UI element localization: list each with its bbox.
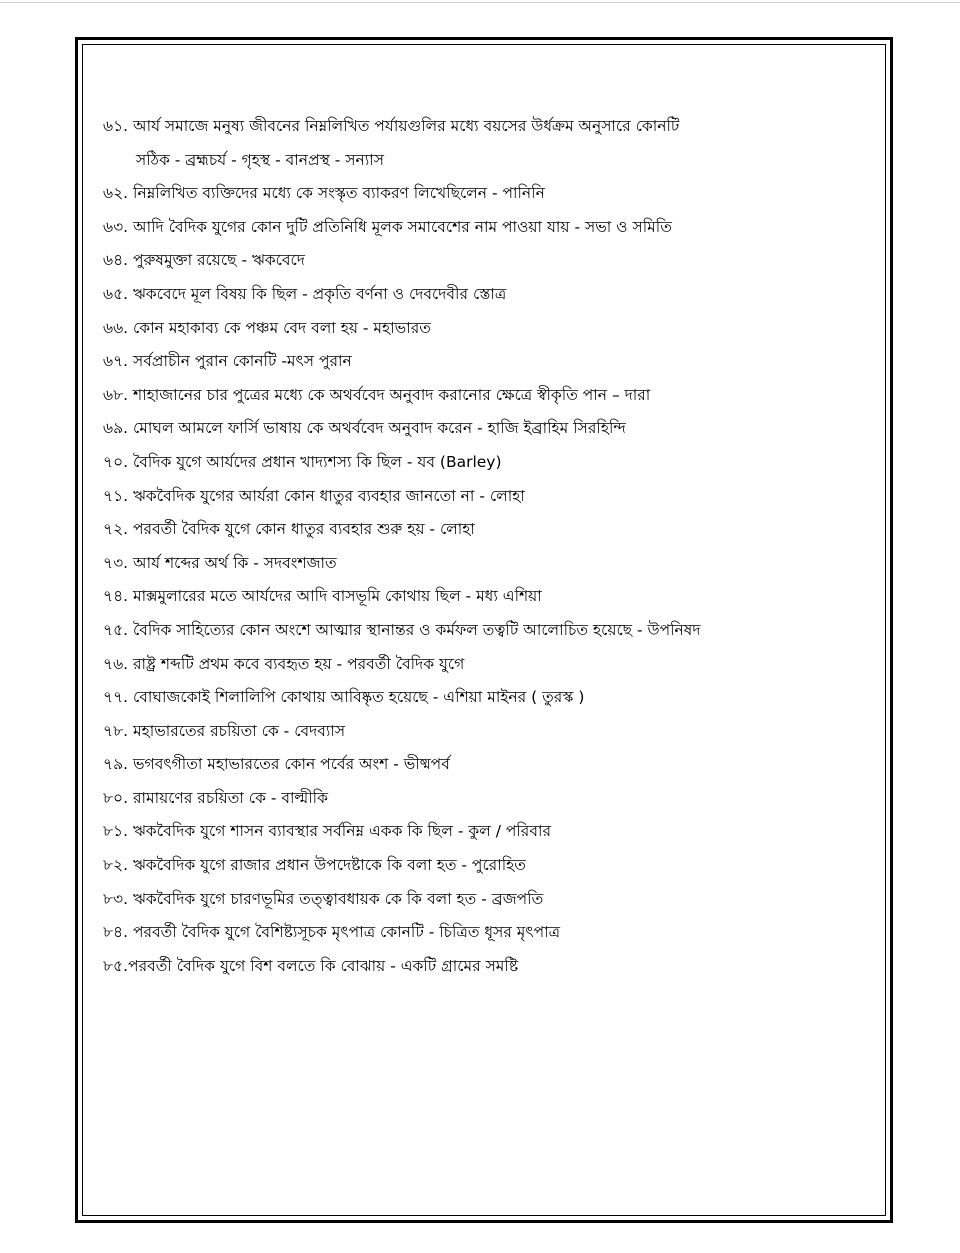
question-85: ৮৫.পরবর্তী বৈদিক যুগে বিশ বলতে কি বোঝায় - একটি গ্রামের সমষ্টি <box>103 956 519 975</box>
question-68: ৬৮. শাহাজানের চার পুত্রের মধ্যে কে অথর্ববেদ অনুবাদ করানোর ক্ষেত্রে স্বীকৃতি পান – দারা <box>103 385 651 404</box>
question-79: ৭৯. ভগবৎগীতা মহাভারতের কোন পর্বের অংশ - ভীষ্মপর্ব <box>103 755 450 774</box>
question-61: ৬১. আর্য সমাজে মনুষ্য জীবনের নিম্নলিখিত পর্যায়গুলির মধ্যে বয়সের উর্ধক্রম অনুসারে কোনটি <box>103 117 680 135</box>
question-84: ৮৪. পরবর্তী বৈদিক যুগে বৈশিষ্ট্যসূচক মৃৎপাত্র কোনটি - চিত্রিত ধূসর মৃৎপাত্র <box>103 923 561 942</box>
question-61-continued: সঠিক - ব্রহ্মচর্য - গৃহস্থ - বানপ্রস্থ - সন্যাস <box>136 150 384 169</box>
question-69: ৬৯. মোঘল আমলে ফার্সি ভাষায় কে অথর্ববেদ অনুবাদ করেন - হাজি ইব্রাহিম সিরহিন্দি <box>103 419 626 438</box>
question-71: ৭১. ঋকবৈদিক যুগের আর্যরা কোন ধাতুর ব্যবহার জানতো না - লোহা <box>103 486 525 505</box>
question-75: ৭৫. বৈদিক সাহিত্যের কোন অংশে আত্মার স্থানান্তর ও কর্মফল তত্বটি আলোচিত হয়েছে - উপনিষদ <box>103 620 701 639</box>
question-list <box>103 110 873 983</box>
top-divider <box>0 2 960 3</box>
question-73: ৭৩. আর্য শব্দের অর্থ কি - সদবংশজাত <box>103 553 337 572</box>
question-76: ৭৬. রাষ্ট্র শব্দটি প্রথম কবে ব্যবহৃত হয় - পরবর্তী বৈদিক যুগে <box>103 654 465 673</box>
question-66: ৬৬. কোন মহাকাব্য কে পঞ্চম বেদ বলা হয় - মহাভারত <box>103 318 431 337</box>
question-70: ৭০. বৈদিক যুগে আর্যদের প্রধান খাদ্যশস্য কি ছিল - যব (Barley) <box>103 452 502 471</box>
question-67: ৬৭. সর্বপ্রাচীন পুরান কোনটি -মৎস পুরান <box>103 352 352 371</box>
question-80: ৮০. রামায়ণের রচয়িতা কে - বাল্মীকি <box>103 788 328 807</box>
question-83: ৮৩. ঋকবৈদিক যুগে চারণভূমির তত্ত্বাবধায়ক কে কি বলা হত - ব্রজপতি <box>103 889 544 908</box>
question-78: ৭৮. মহাভারতের রচয়িতা কে - বেদব্যাস <box>103 721 346 740</box>
question-65: ৬৫. ঋকবেদে মূল বিষয় কি ছিল - প্রকৃতি বর্ণনা ও দেবদেবীর স্তোত্র <box>103 284 507 303</box>
question-81: ৮১. ঋকবৈদিক যুগে শাসন ব্যাবস্থার সর্বনিম্ন একক কি ছিল - কুল / পরিবার <box>103 822 551 841</box>
question-82: ৮২. ঋকবৈদিক যুগে রাজার প্রধান উপদেষ্টাকে কি বলা হত - পুরোহিত <box>103 856 526 875</box>
question-63: ৬৩. আদি বৈদিক যুগের কোন দুটি প্রতিনিধি মূলক সমাবেশের নাম পাওয়া যায় - সভা ও সমিতি <box>103 217 672 236</box>
question-74: ৭৪. মাক্সমুলারের মতে আর্যদের আদি বাসভূমি কোথায় ছিল - মধ্য এশিয়া <box>103 587 542 606</box>
question-64: ৬৪. পুরুষমুক্তা রয়েছে - ঋকবেদে <box>103 251 305 270</box>
question-72: ৭২. পরবর্তী বৈদিক যুগে কোন ধাতুর ব্যবহার শুরু হয় - লোহা <box>103 520 475 539</box>
question-77: ৭৭. বোঘাজকোই শিলালিপি কোথায় আবিষ্কৃত হয়েছে - এশিয়া মাইনর ( তুরস্ক ) <box>103 688 585 707</box>
question-62: ৬২. নিম্নলিখিত ব্যক্তিদের মধ্যে কে সংস্কৃত ব্যাকরণ লিখেছিলেন - পানিনি <box>103 184 545 203</box>
